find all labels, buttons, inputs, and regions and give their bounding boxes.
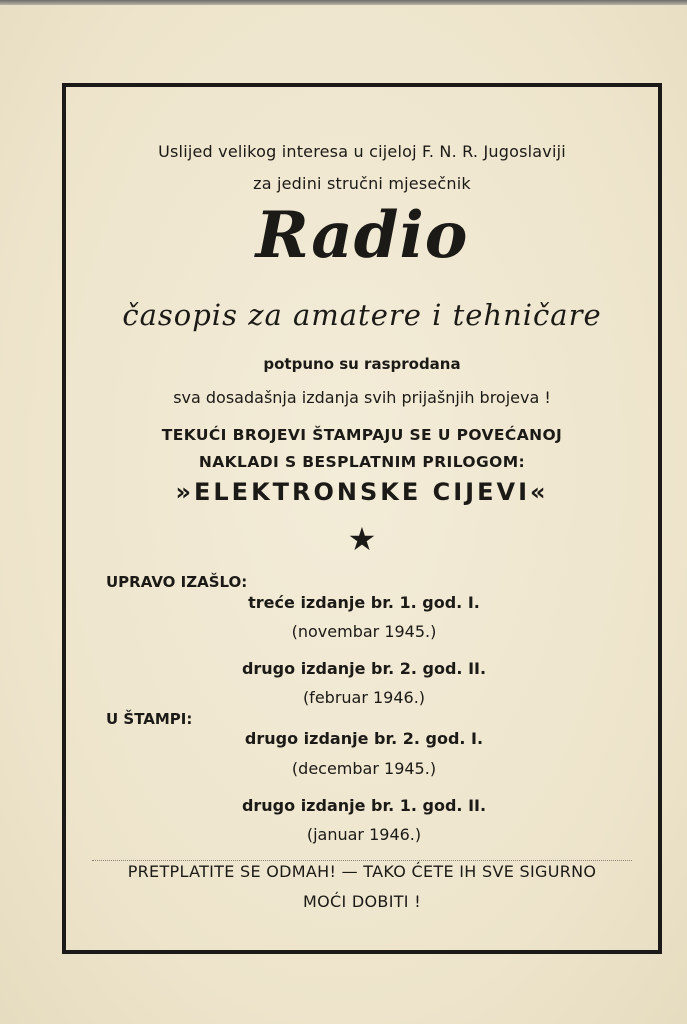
star-icon: ★ — [347, 520, 377, 558]
edition-date: (januar 1946.) — [306, 825, 422, 844]
notice-line-1: TEKUĆI BROJEVI ŠTAMPAJU SE U POVEĆANOJ — [161, 426, 563, 444]
edition-date: (februar 1946.) — [302, 688, 426, 707]
notice-line-2: NAKLADI S BESPLATNIM PRILOGOM: — [198, 453, 526, 471]
footer-line-1: PRETPLATITE SE ODMAH! — TAKO ĆETE IH SVE SIGURNO — [127, 862, 597, 881]
sold-out-text: potpuno su rasprodana — [263, 355, 461, 373]
section-heading-in-print: U ŠTAMPI: — [106, 710, 193, 728]
all-issues-text: sva dosadašnja izdanja svih prijašnjih brojeva ! — [173, 388, 551, 407]
edition-title: drugo izdanje br. 2. god. I. — [244, 729, 484, 748]
section-heading-released: UPRAVO IZAŠLO: — [106, 573, 248, 591]
intro-line-1: Uslijed velikog interesa u cijeloj F. N. R. Jugoslaviji — [158, 142, 566, 161]
magazine-subtitle: časopis za amatere i tehničare — [122, 298, 602, 332]
edition-title: drugo izdanje br. 2. god. II. — [241, 659, 487, 678]
edition-date: (decembar 1945.) — [291, 759, 437, 778]
intro-line-2: za jedini stručni mjesečnik — [253, 174, 471, 193]
edition-title: drugo izdanje br. 1. god. II. — [241, 796, 487, 815]
supplement-title: »ELEKTRONSKE CIJEVI« — [175, 478, 549, 506]
magazine-title: Radio — [255, 198, 469, 273]
divider-line — [92, 860, 632, 861]
footer-line-2: MOĆI DOBITI ! — [303, 892, 421, 911]
edition-date: (novembar 1945.) — [291, 622, 437, 641]
edition-title: treće izdanje br. 1. god. I. — [248, 593, 480, 612]
